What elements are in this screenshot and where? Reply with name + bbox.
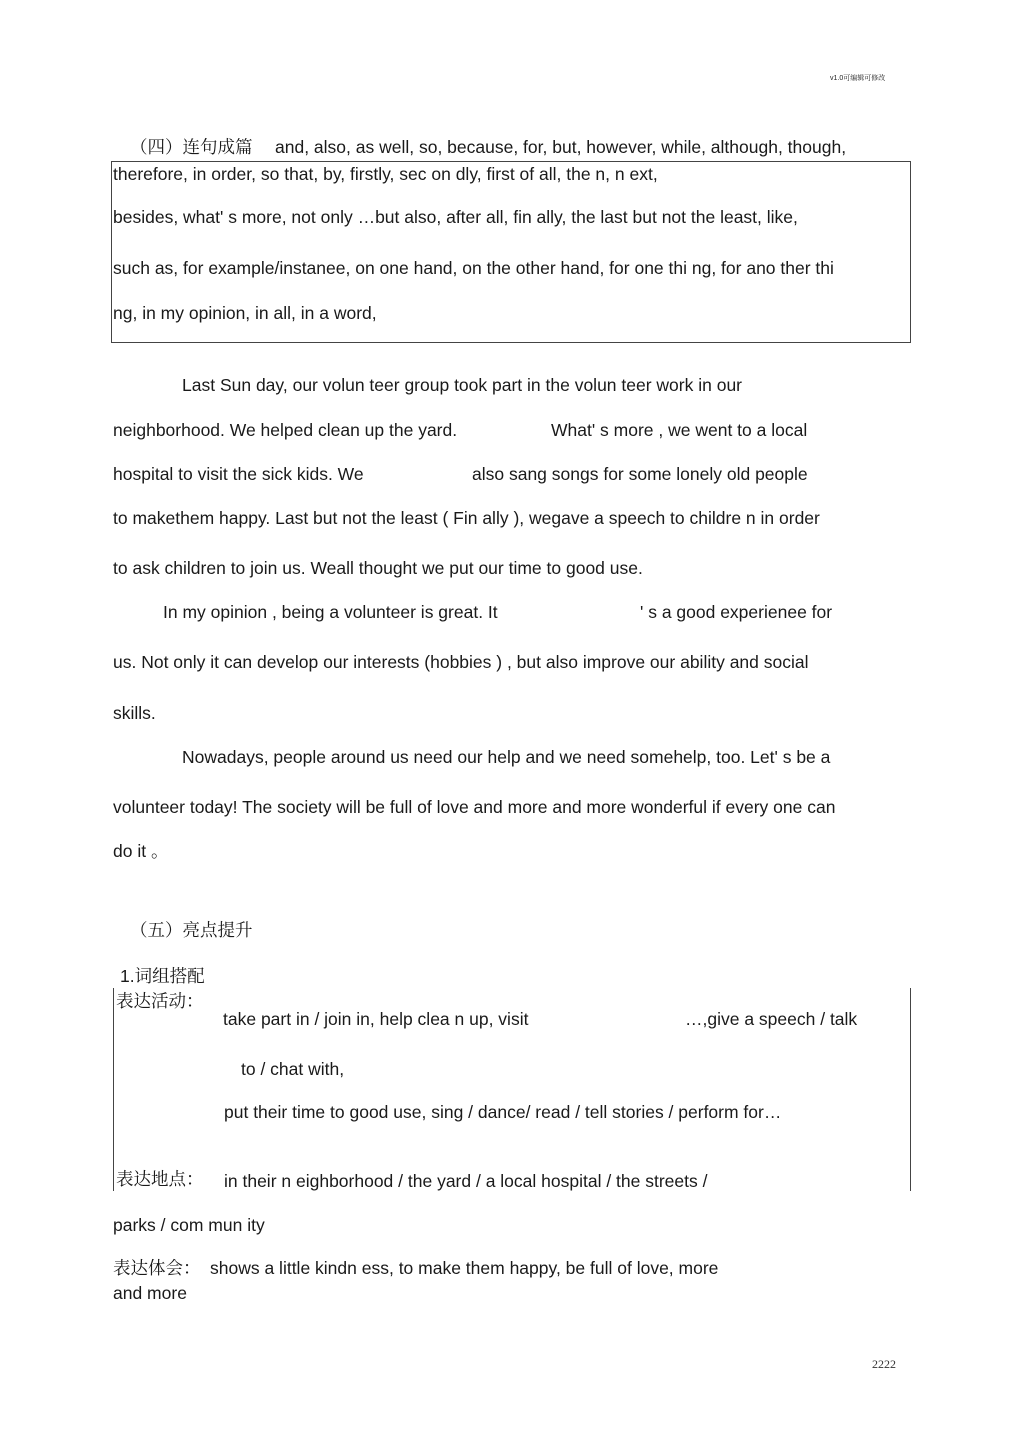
connective-words-line: therefore, in order, so that, by, firstly, sec on dly, first of all, the n, n ext, [113,164,658,184]
essay-line: to ask children to join us. Weall thought we put our time to good use. [113,558,643,578]
essay-line: Last Sun day, our volun teer group took part in the volun teer work in our [182,375,742,395]
connective-words-line: besides, what' s more, not only …but also, after all, fin ally, the last but not the least, like, [113,207,798,227]
connective-words-line: such as, for example/instanee, on one hand, on the other hand, for one thi ng, for ano ther thi [113,258,834,278]
phrase-box-right-border [910,988,911,1191]
activity-phrases: …,give a speech / talk [685,1009,858,1029]
essay-line: ' s a good experienee for [640,602,833,622]
activity-phrases: take part in / join in, help clea n up, visit [223,1009,529,1029]
connective-words-line: and, also, as well, so, because, for, but, however, while, although, though, [275,137,847,157]
phrase-box-left-border [113,988,114,1191]
place-phrases: in their n eighborhood / the yard / a local hospital / the streets / [224,1171,708,1191]
essay-line: In my opinion , being a volunteer is great. It [163,602,498,622]
essay-line: hospital to visit the sick kids. We [113,464,364,484]
essay-line: us. Not only it can develop our interests (hobbies ) , but also improve our ability and social [113,652,809,672]
place-phrases: parks / com mun ity [113,1215,265,1235]
essay-line: skills. [113,703,156,723]
activity-label: 表达活动： [116,991,204,1011]
essay-line: do it 。 [113,841,169,861]
phrase-sub-heading: 1.词组搭配 [120,966,205,986]
essay-line: to makethem happy. Last but not the least ( Fin ally ), wegave a speech to childre n in order [113,508,820,528]
connective-words-line: ng, in my opinion, in all, in a word, [113,303,377,323]
activity-phrases: put their time to good use, sing / dance/ read / tell stories / perform for… [224,1102,782,1122]
activity-phrases: to / chat with, [241,1059,345,1079]
feeling-phrases: shows a little kindn ess, to make them happy, be full of love, more [210,1258,719,1278]
essay-line: Nowadays, people around us need our help and we need somehelp, too. Let' s be a [182,747,831,767]
section5-heading: （五）亮点提升 [130,920,253,940]
essay-line: neighborhood. We helped clean up the yard. [113,420,458,440]
place-label: 表达地点： [116,1169,204,1189]
version-note: v1.0可编辑可修改 [830,75,886,82]
essay-line: volunteer today! The society will be full of love and more and more wonderful if every one can [113,797,836,817]
section4-heading: （四）连句成篇 [130,137,253,157]
page-number: 2222 [872,1357,896,1371]
feeling-label: 表达体会： [113,1258,201,1278]
essay-line: also sang songs for some lonely old people [472,464,808,484]
essay-line: What' s more , we went to a local [551,420,808,440]
feeling-phrases: and more [113,1283,187,1303]
